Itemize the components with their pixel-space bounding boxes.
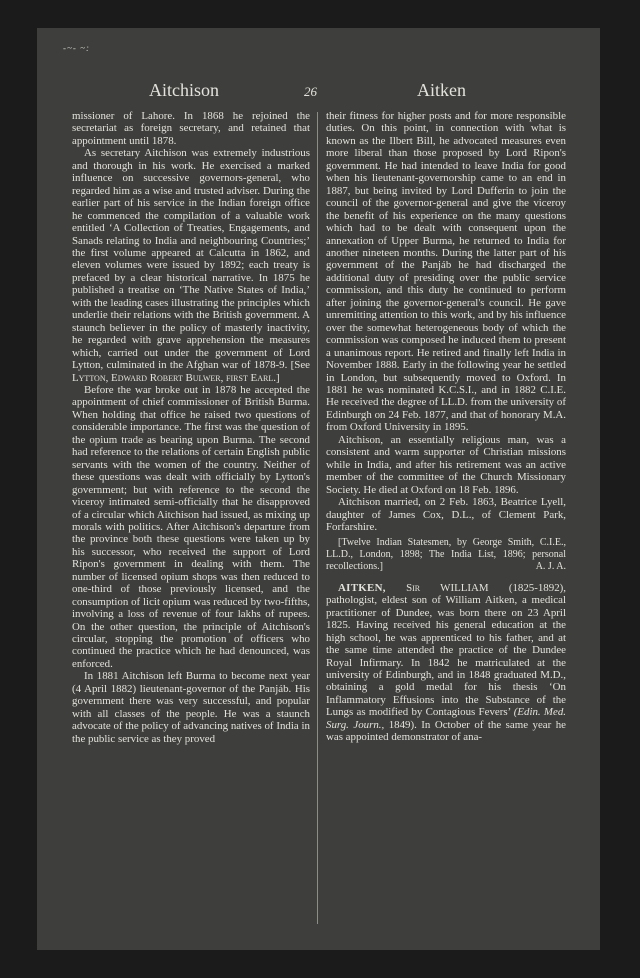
paragraph: Aitchison, an essentially religious man, was a consistent and warm supporter of Christian missions while in India, and after his retirement was an active member of the committee of the Church Missionary Society. He died at Oxford on 18 Feb. 1896. [326,433,566,496]
entry-title: Sir WILLIAM [406,581,489,594]
page-number: 26 [304,84,317,99]
paragraph: missioner of Lahore. In 1868 he rejoined the secretariat as foreign secretary, and retained that appointment until 1878. [72,110,310,147]
paragraph [72,147,310,384]
paragraph: Before the war broke out in 1878 he accepted the appointment of chief commissioner of British Burma. When holding that office he raised two questions of considerable importance. The first was the question of the opium trade as bearing upon Burma. The second had reference to the relations of certain English public servants with the women of the country. Neither of these questions was dealt with officially by Lytton's government; but with reference to the second the viceroy intimated semi-officially that he disapproved of a circular which Aitchison had issued, as mixing up morals with politics. After Aitchison's departure from the province both these questions were taken up by his successor, who received the support of Lord Ripon's government in dealing with them. The number of licensed opium shops was then reduced to one-third of those previously licensed, and the consumption of licit opium was reduced by two-fifths, involving a loss of revenue of four lakhs of rupees. On the other question, the principle of Aitchison's circular, stopping the promotion of officers who continued the practice which he had denounced, was enforced. [72,383,310,670]
entry-citation-year: 1849). [388,718,417,731]
paragraph: Aitchison married, on 2 Feb. 1863, Beatrice Lyell, daughter of James Cox, D.L., of Clement Park, Forfarshire. [326,496,566,533]
author-initials: A. J. A. [535,561,566,572]
left-column [72,110,310,745]
bracket: ] [275,371,280,384]
entry-text-end: In October of the same year he was appointed demonstrator of ana- [326,718,566,744]
running-head [37,80,600,106]
right-column [326,110,566,744]
entry-text: pathologist, eldest son of William Aitken, a medical practitioner of Dundee, was born there on 23 April 1825. Having received his general education at the high school, he was apprenticed to his father, and at the same time attended the practice of the Dundee Royal Infirmary. In 1842 he matriculated at the university of Edinburgh, and in 1848 graduated M.D., obtaining a gold medal for his thesis ‘On Inflammatory Effusions into the Substance of the Lungs as modified by Contagious Fevers’ [326,594,566,719]
entry-aitken [326,582,566,744]
entry-dates: (1825-1892), [508,581,566,594]
running-head-right: Aitken [417,80,466,100]
entry-citation: (Edin. Med. Surg. Journ., [326,706,566,731]
entry-headword: AITKEN, [338,581,386,594]
paragraph: their fitness for higher posts and for more responsible duties. On this point, in connection with what is known as the Ilbert Bill, he advocated measures even more liberal than those proposed by Lord Ripon's government. He had intended to leave India for good when his lieutenant-governorship came to an end in 1887, but being invited by Lord Dufferin to join the council of the governor-general and give the viceroy the benefit of his experience on the many questions which had to be dealt with consequent upon the annexation of Upper Burma, he returned to India for another nineteen months. During the latter part of his government of the Panjáb he had discharged the additional duty of presiding over the public service commission, and this duty he continued to perform after joining the governor-general's council. He gave unremitting attention to this work, and by his influence over the somewhat heterogeneous body of which the commission was composed he induced them to present a unanimous report. He retired and finally left India in November 1888. Early in the following year he settled in London, but subsequently moved to Oxford. In 1881 he was nominated K.C.S.I., and in 1882 C.I.E. He received the degree of LL.D. from the university of Edinburgh on 24 Feb. 1877, and that of honorary M.A. from Oxford University in 1895. [326,110,566,434]
paragraph-text: As secretary Aitchison was extremely industrious and thorough in his work. He exercised a marked influence on successive governors-general, who regarded him as a wise and trusted adviser. During the earlier part of his service in the Indian foreign office he commenced the compilation of a valuable work entitled ‘A Collection of Treaties, Engagements, and Sanads relating to India and neighbouring Countries;’ the first volume appeared at Calcutta in 1862, and eleven volumes were issued by 1892; each treaty is prefaced by a clear historical narrative. In 1875 he published a treatise on ‘The Native States of India,’ with the leading cases illustrating the principles which underlie their relations with the British government. A staunch believer in the policy of masterly inactivity, he regarded with grave apprehension the measures which, carried out under the government of Lord Lytton, culminated in the Afghan war of 1878-9. [See [72,147,310,372]
bibliography [326,537,566,572]
book-page [37,28,600,950]
paragraph: In 1881 Aitchison left Burma to become next year (4 April 1882) lieutenant-governor of the Panjáb. His government there was very successful, and popular with all classes of the people. He was a staunch advocate of the policy of advancing natives of India in the public service as they proved [72,670,310,745]
running-head-left: Aitchison [149,80,219,100]
pencil-scribble: -~- ~: [63,43,90,53]
bibliography-text: [Twelve Indian Statesmen, by George Smith, C.I.E., LL.D., London, 1898; The India List, 1896; personal recollections.] [326,537,566,572]
cross-reference: Lytton, Edward Robert Bulwer, first Earl. [72,371,276,384]
column-divider [317,112,318,924]
